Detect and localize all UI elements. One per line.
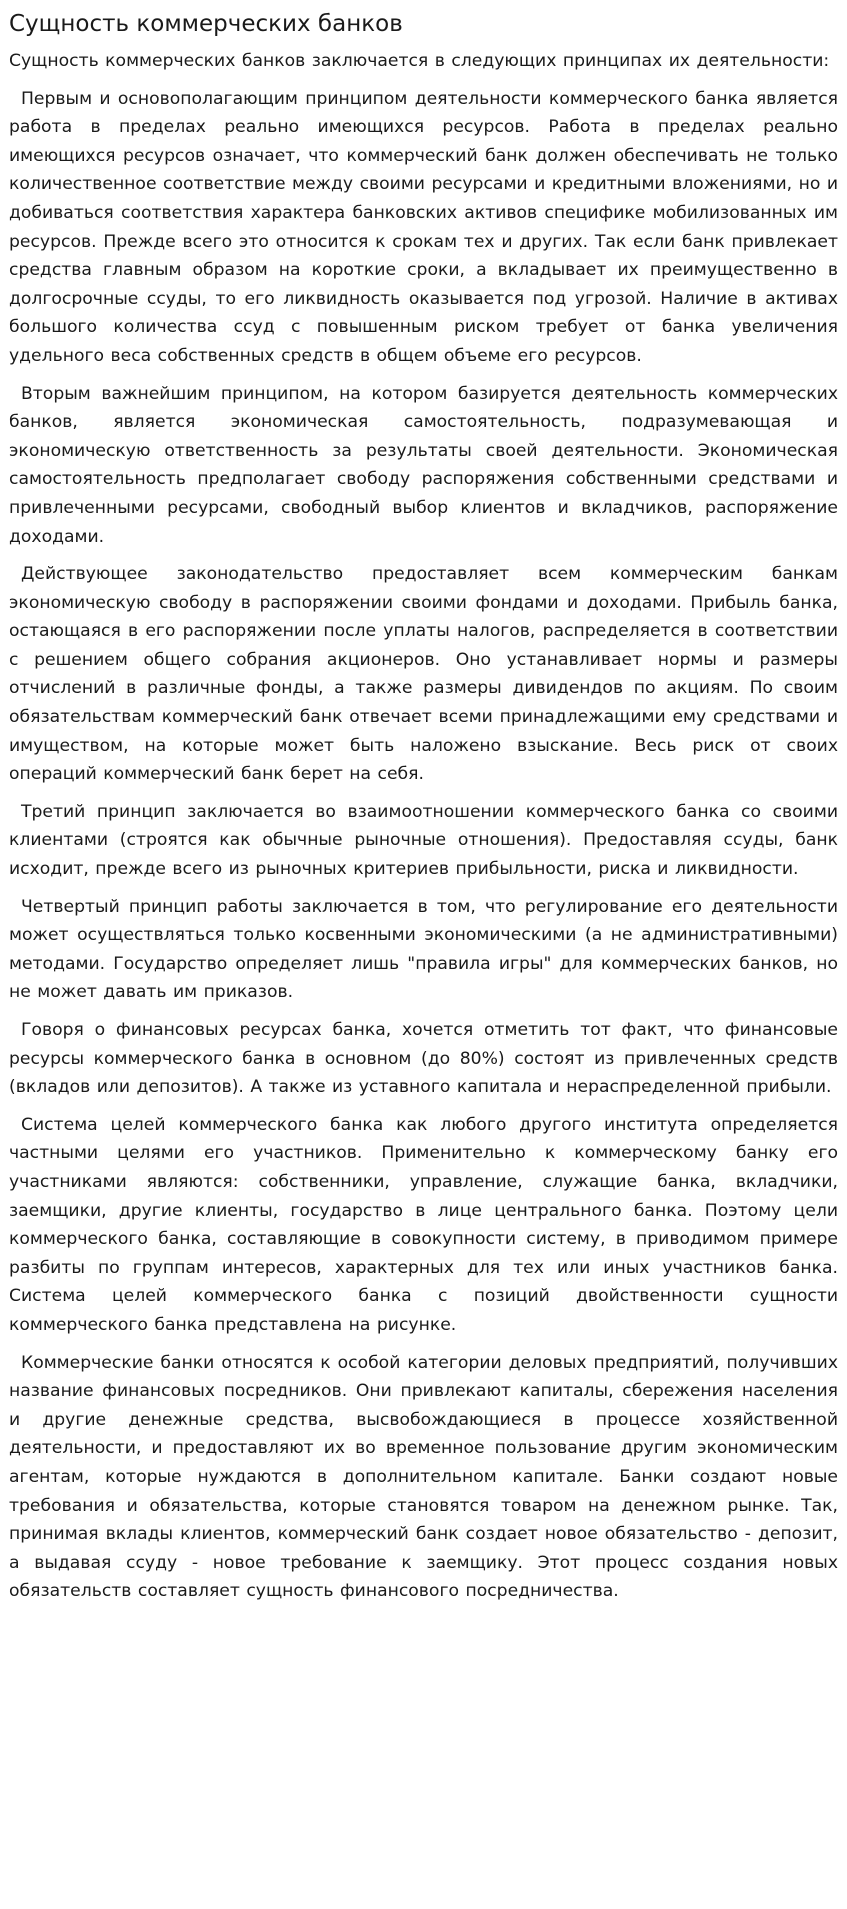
paragraph-second-principle: Вторым важнейшим принципом, на котором базируется деятельность коммерческих банков, является экономическая самостоятельность, подразумевающая и экономическую ответственность за результаты своей деятельности. Экономическая самостоятельность предполагает свободу распоряжения собственными средствами и привлеченными ресурсами, свободный выбор клиентов и вкладчиков, распоряжение доходами.: [9, 383, 838, 547]
paragraph-third-principle: Третий принцип заключается во взаимоотношении коммерческого банка со своими клиентами (строятся как обычные рыночные отношения). Предоставляя ссуды, банк исходит, прежде всего из рыночных критериев прибыльности, риска и ликвидности.: [9, 801, 838, 880]
paragraph-financial-resources: Говоря о финансовых ресурсах банка, хочется отметить тот факт, что финансовые ресурсы коммерческого банка в основном (до 80%) состоят из привлеченных средств (вкладов или депозитов). А также из уставного капитала и нераспределенной прибыли.: [9, 1020, 838, 1098]
paragraph-legislation: Действующее законодательство предоставляет всем коммерческим банкам экономическую свободу в распоряжении своими фондами и доходами. Прибыль банка, остающаяся в его распоряжении после уплаты налогов, распределяется в соответствии с решением общего собрания акционеров. Оно устанавливает нормы и размеры отчислений в различные фонды, а также размеры дивидендов по акциям. По своим обязательствам коммерческий банк отвечает всеми принадлежащими ему средствами и имуществом, на которые может быть наложено взыскание. Весь риск от своих операций коммерческий банк берет на себя.: [9, 564, 838, 785]
intro-paragraph: Сущность коммерческих банков заключается в следующих принципах их деятельности:: [9, 51, 830, 71]
paragraph-goal-system: Система целей коммерческого банка как любого другого института определяется частными целями его участников. Применительно к коммерческому банку его участниками являются: собственники, управление, служащие банка, вкладчики, заемщики, другие клиенты, государство в лице центрального банка. Поэтому цели коммерческого банка, составляющие в совокупности систему, в приводимом примере разбиты по группам интересов, характерных для тех или иных участников банка. Система целей коммерческого банка с позиций двойственности сущности коммерческого банка представлена на рисунке.: [9, 1114, 838, 1335]
paragraph-first-principle: Первым и основополагающим принципом деятельности коммерческого банка является работа в пределах реально имеющихся ресурсов. Работа в пределах реально имеющихся ресурсов означает, что коммерческий банк должен обеспечивать не только количественное соответствие между своими ресурсами и кредитными вложениями, но и добиваться соответствия характера банковских активов специфике мобилизованных им ресурсов. Прежде всего это относится к срокам тех и других. Так если банк привлекает средства главным образом на короткие сроки, а вкладывает их преимущественно в долгосрочные ссуды, то его ликвидность оказывается под угрозой. Наличие в активах большого количества ссуд с повышенным риском требует от банка увеличения удельного веса собственных средств в общем объеме его ресурсов.: [9, 88, 838, 366]
paragraph-fourth-principle: Четвертый принцип работы заключается в том, что регулирование его деятельности может осуществляться только косвенными экономическими (а не административными) методами. Государство определяет лишь "правила игры" для коммерческих банков, но не может давать им приказов.: [9, 896, 838, 1003]
paragraph-financial-intermediaries: Коммерческие банки относятся к особой категории деловых предприятий, получивших название финансовых посредников. Они привлекают капиталы, сбережения населения и другие денежные средства, высвобождающиеся в процессе хозяйственной деятельности, и предоставляют их во временное пользование другим экономическим агентам, которые нуждаются в дополнительном капитале. Банки создают новые требования и обязательства, которые становятся товаром на денежном рынке. Так, принимая вклады клиентов, коммерческий банк создает новое обязательство - депозит, а выдавая ссуду - новое требование к заемщику. Этот процесс создания новых обязательств составляет сущность финансового посредничества.: [9, 1352, 838, 1602]
page-title: Сущность коммерческих банков: [9, 11, 403, 37]
